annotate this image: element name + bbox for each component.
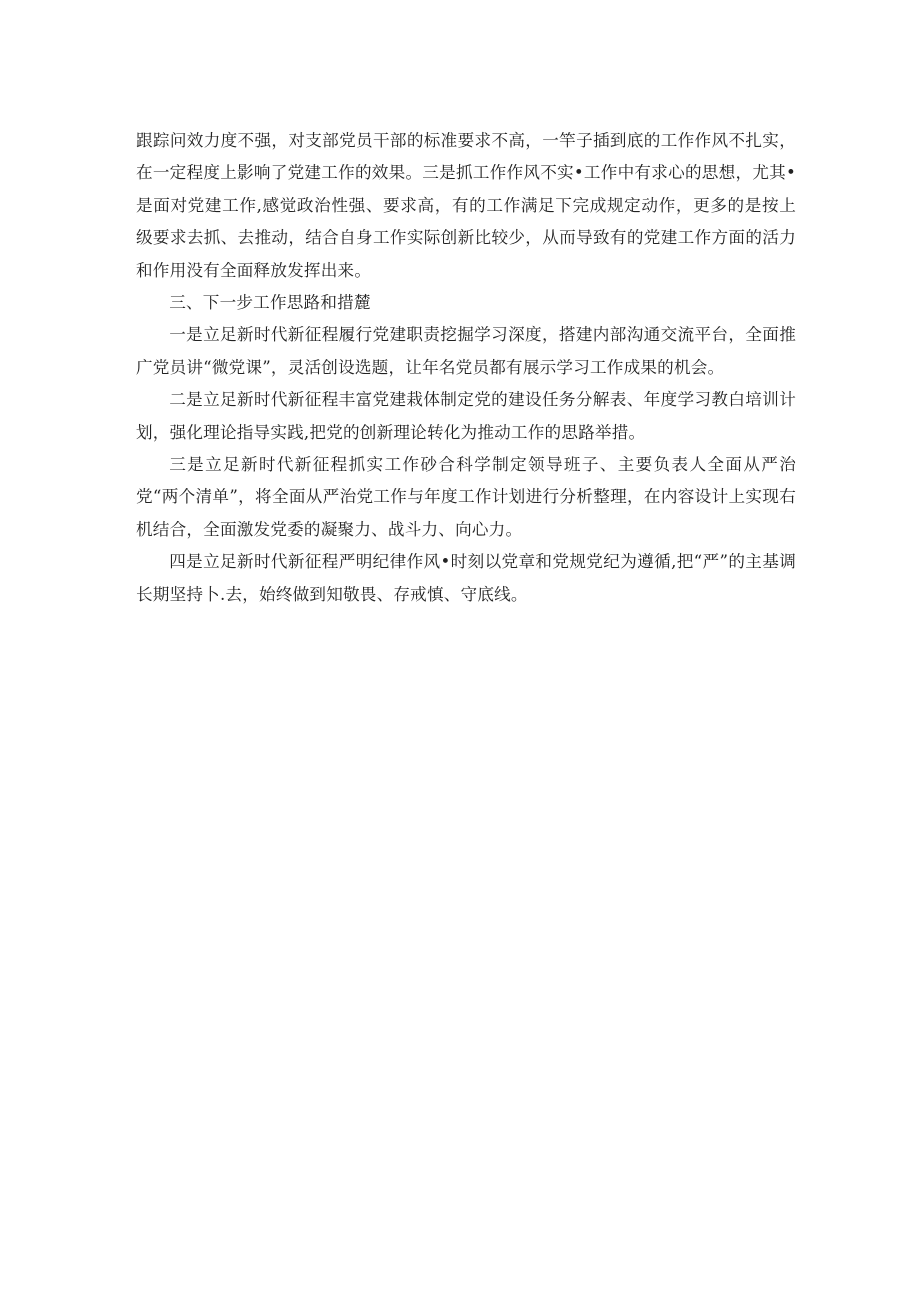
section-heading-next-steps: 三、下一步工作思路和措麓 — [169, 293, 371, 313]
paragraph-measure-2: 二是立足新时代新征程丰富党建栽体制定党的建设任务分解表、年度学习教白培训计划，强化理论指导实践,把党的创新理论转化为推动工作的思路举措。 — [136, 390, 796, 442]
paragraph-problem-continuation: 跟踪问效力度不强，对支部党员干部的标准要求不高，一竿子插到底的工作作风不扎实，在一定程度上影响了党建工作的效果。三是抓工作作风不实•工作中有求心的思想，尤其•是面对党建工作,感觉政治性强、要求高，有的工作满足下完成规定动作，更多的是按上级要求去抓、去推动，结合自身工作实际创新比较少，从而导致有的党建工作方面的活力和作用没有全面释放发挥出来。 — [136, 131, 796, 280]
paragraph-measure-4: 四是立足新时代新征程严明纪律作风•时刻以党章和党规党纪为遵循,把“严”的主基调长期坚持卜.去，始终做到知敬畏、存戒慎、守底线。 — [136, 552, 796, 604]
paragraph-measure-3: 三是立足新时代新征程抓实工作砂合科学制定领导班子、主要负表人全面从严治党“两个清单”，将全面从严治党工作与年度工作计划进行分析整理，在内容设计上实现右机结合，全面激发党委的凝聚力、战斗力、向心力。 — [136, 455, 796, 539]
paragraph-measure-1: 一是立足新时代新征程履行党建职责挖掘学习深度，搭建内部沟通交流平台，全面推广党员讲“微党课”，灵活创设选题，让年名党员都有展示学习工作成果的机会。 — [136, 325, 796, 377]
document-body — [136, 125, 796, 611]
